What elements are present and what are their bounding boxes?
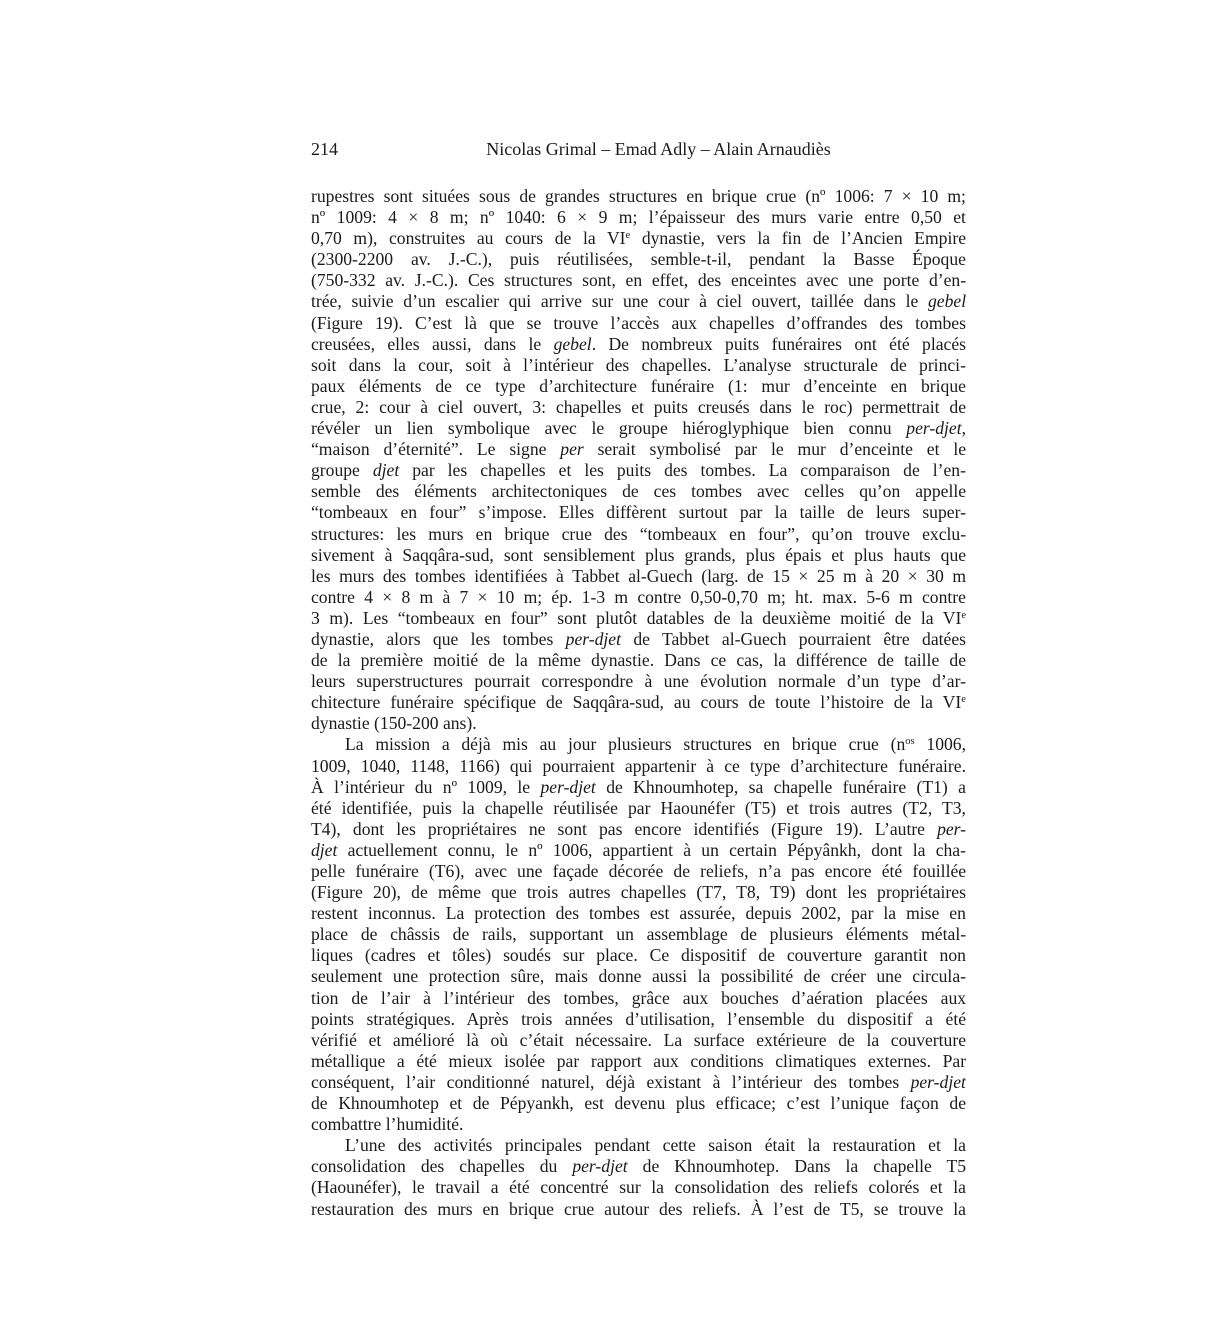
text-line: vérifié et amélioré là où c’était nécessaire. La surface extérieure de la couverture	[311, 1029, 966, 1050]
text-line: soit dans la cour, soit à l’intérieur des chapelles. L’analyse structurale de princi-	[311, 354, 966, 375]
text-line: (Haounéfer), le travail a été concentré sur la consolidation des reliefs colorés et la	[311, 1177, 966, 1198]
text-line: révéler un lien symbolique avec le groupe hiéroglyphique bien connu per-djet,	[311, 418, 966, 439]
text-line: de Khnoumhotep et de Pépyankh, est devenu plus efficace; c’est l’unique façon de	[311, 1093, 966, 1114]
text-line: liques (cadres et tôles) soudés sur place. Ce dispositif de couverture garantit non	[311, 945, 966, 966]
text-line: (750-332 av. J.-C.). Ces structures sont, en effet, des enceintes avec une porte d’en-	[311, 270, 966, 291]
text-line: contre 4 × 8 m à 7 × 10 m; ép. 1-3 m contre 0,50-0,70 m; ht. max. 5-6 m contre	[311, 586, 966, 607]
body-text	[311, 186, 966, 1220]
text-line: djet actuellement connu, le nº 1006, appartient à un certain Pépyânkh, dont la cha-	[311, 839, 966, 860]
text-line: chitecture funéraire spécifique de Saqqâra-sud, au cours de toute l’histoire de la VIe	[311, 692, 966, 713]
text-line: “maison d’éternité”. Le signe per serait symbolisé par le mur d’enceinte et le	[311, 439, 966, 460]
text-line: trée, suivie d’un escalier qui arrive sur une cour à ciel ouvert, taillée dans le gebel	[311, 291, 966, 312]
text-line: combattre l’humidité.	[311, 1114, 464, 1135]
text-line: (Figure 20), de même que trois autres chapelles (T7, T8, T9) dont les propriétaires	[311, 882, 966, 903]
text-line: été identifiée, puis la chapelle réutilisée par Haounéfer (T5) et trois autres (T2, T3,	[311, 797, 966, 818]
text-line: dynastie, alors que les tombes per-djet de Tabbet al-Guech pourraient être datées	[311, 628, 966, 649]
text-line: restauration des murs en brique crue autour des reliefs. À l’est de T5, se trouve la	[311, 1198, 966, 1219]
text-line: seulement une protection sûre, mais donne aussi la possibilité de créer une circula-	[311, 966, 966, 987]
text-line: de la première moitié de la même dynastie. Dans ce cas, la différence de taille de	[311, 650, 966, 671]
running-head-authors: Nicolas Grimal – Emad Adly – Alain Arnaudiès	[486, 139, 831, 159]
text-line: groupe djet par les chapelles et les puits des tombes. La comparaison de l’en-	[311, 460, 966, 481]
text-line: semble des éléments architectoniques de ces tombes avec celles qu’on appelle	[311, 481, 966, 502]
text-line: La mission a déjà mis au jour plusieurs structures en brique crue ($n^{os}$ 1006,	[345, 734, 966, 755]
text-line: métallique a été mieux isolée par rapport aux conditions climatiques externes. Par	[311, 1050, 966, 1071]
text-line: paux éléments de ce type d’architecture funéraire (1: mur d’enceinte en brique	[311, 375, 966, 396]
text-line: leurs superstructures pourrait correspondre à une évolution normale d’un type d’ar-	[311, 671, 966, 692]
text-line: les murs des tombes identifiées à Tabbet al-Guech (larg. de 15 × 25 m à 20 × 30 m	[311, 565, 966, 586]
text-line: dynastie (150-200 ans).	[311, 713, 477, 734]
text-line: 3 m). Les “tombeaux en four” sont plutôt datables de la deuxième moitié de la VIe	[311, 607, 966, 628]
text-line: À l’intérieur du nº 1009, le per-djet de Khnoumhotep, sa chapelle funéraire (T1) a	[311, 776, 966, 797]
text-line: pelle funéraire (T6), avec une façade décorée de reliefs, n’a pas encore été fouillée	[311, 861, 966, 881]
text-line: conséquent, l’air conditionné naturel, déjà existant à l’intérieur des tombes per-djet	[311, 1071, 966, 1092]
text-line: T4), dont les propriétaires ne sont pas encore identifiés (Figure 19). L’autre per-	[311, 818, 966, 839]
text-line: crue, 2: cour à ciel ouvert, 3: chapelles et puits creusés dans le roc) permettrait de	[311, 396, 966, 417]
text-line: 1009, 1040, 1148, 1166) qui pourraient appartenir à ce type d’architecture funéraire.	[311, 755, 966, 776]
text-line: 0,70 m), construites au cours de la VIe dynastie, vers la fin de l’Ancien Empire	[311, 228, 966, 249]
running-head	[311, 136, 966, 162]
text-line: restent inconnus. La protection des tombes est assurée, depuis 2002, par la mise en	[311, 903, 966, 924]
text-line: sivement à Saqqâra-sud, sont sensiblement plus grands, plus épais et plus hauts que	[311, 544, 966, 565]
text-line: nº 1009: 4 × 8 m; nº 1040: 6 × 9 m; l’épaisseur des murs varie entre 0,50 et	[311, 207, 966, 228]
text-line: structures: les murs en brique crue des “tombeaux en four”, qu’on trouve exclu-	[311, 523, 966, 544]
text-line: consolidation des chapelles du per-djet de Khnoumhotep. Dans la chapelle T5	[311, 1156, 966, 1177]
text-line: (2300-2200 av. J.-C.), puis réutilisées, semble-t-il, pendant la Basse Époque	[311, 249, 966, 270]
text-line: tion de l’air à l’intérieur des tombes, grâce aux bouches d’aération placées aux	[311, 987, 966, 1008]
text-line: rupestres sont situées sous de grandes structures en brique crue (nº 1006: 7 × 10 m;	[311, 186, 966, 206]
text-line: points stratégiques. Après trois années d’utilisation, l’ensemble du dispositif a été	[311, 1008, 966, 1029]
page-number: 214	[311, 139, 338, 159]
text-line: “tombeaux en four” s’impose. Elles diffèrent surtout par la taille de leurs super-	[311, 502, 966, 523]
text-line: creusées, elles aussi, dans le gebel. De nombreux puits funéraires ont été placés	[311, 333, 966, 354]
text-line: place de châssis de rails, supportant un assemblage de plusieurs éléments métal-	[311, 924, 966, 945]
text-line: L’une des activités principales pendant cette saison était la restauration et la	[345, 1135, 966, 1156]
text-line: (Figure 19). C’est là que se trouve l’accès aux chapelles d’offrandes des tombes	[311, 312, 966, 333]
